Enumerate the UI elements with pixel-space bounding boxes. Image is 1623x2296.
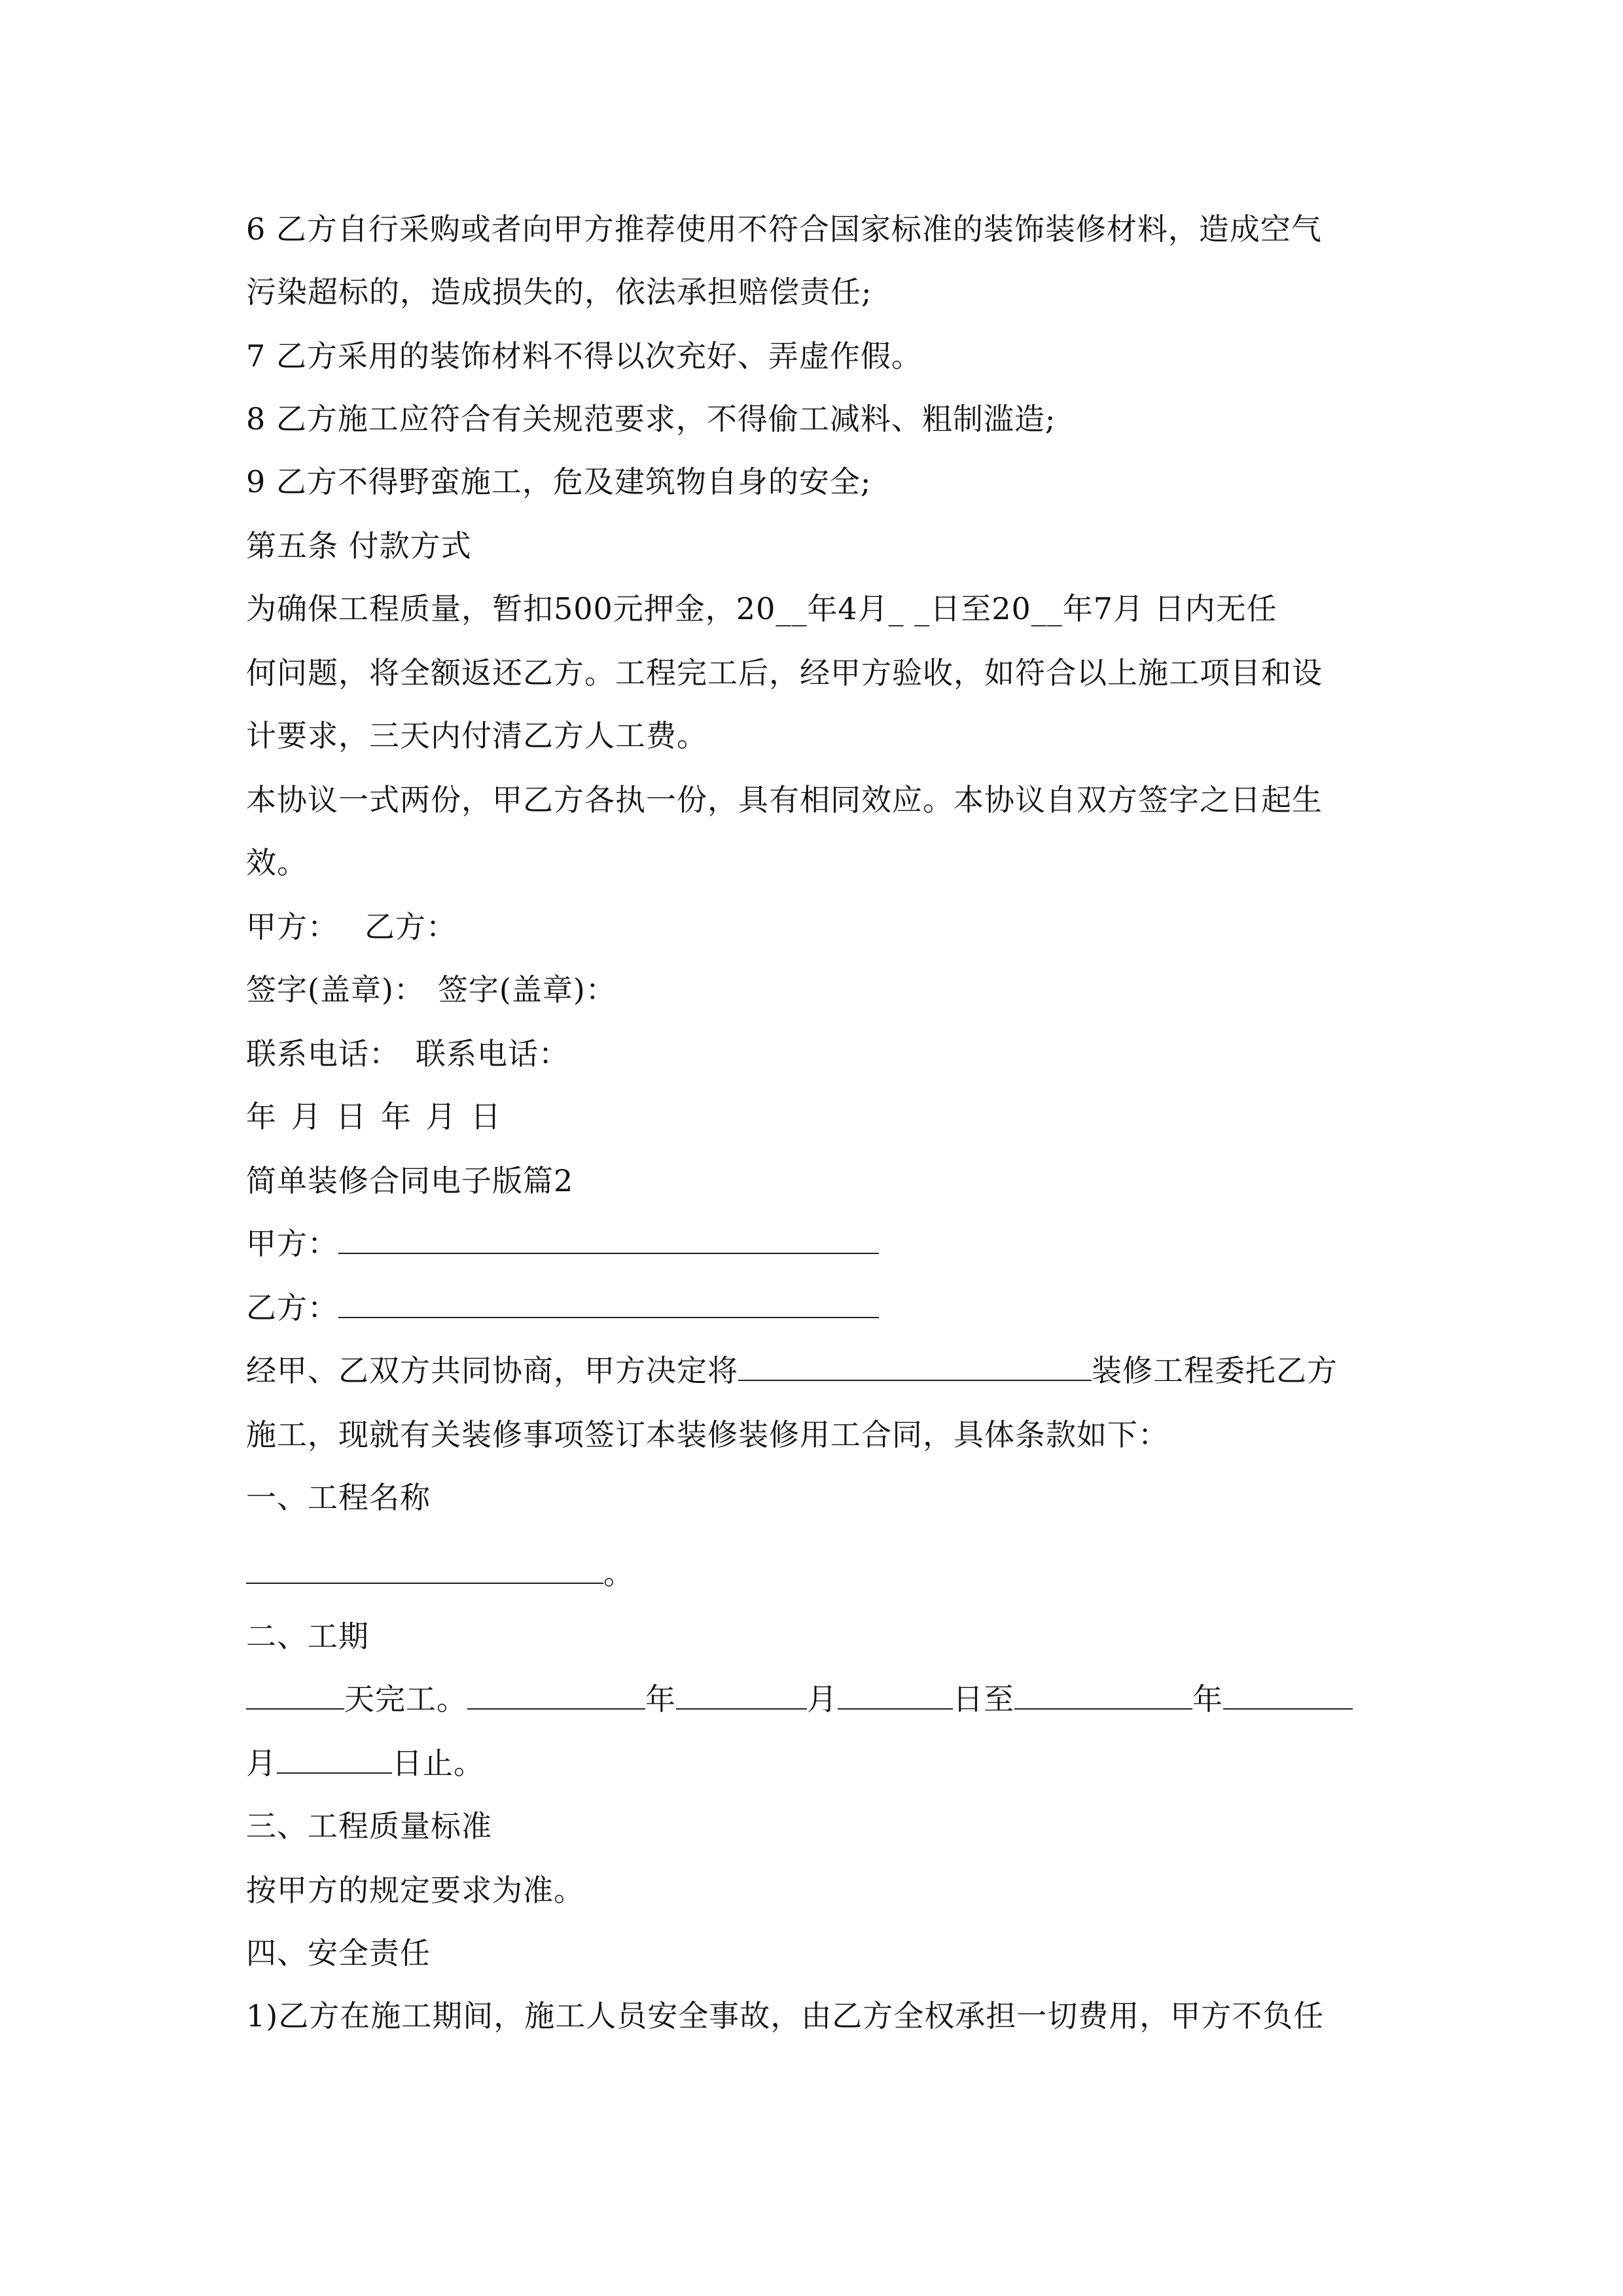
engineering-name-field[interactable]: [246, 1556, 603, 1584]
end-month-field[interactable]: [1223, 1682, 1353, 1710]
section-1-field-line: [246, 1554, 1385, 1593]
payment-para-line-3: 计要求，三天内付清乙方人工费。: [246, 718, 707, 753]
payment-para-line-1: 为确保工程质量，暂扣500元押金，20__年4月_ _日至20__年7月 日内无任: [246, 591, 1277, 626]
start-year-label: 年: [645, 1681, 676, 1717]
intro-line-2: 施工，现就有关装修事项签订本装修装修用工合同，具体条款如下：: [246, 1417, 1169, 1452]
start-month-field[interactable]: [676, 1682, 807, 1710]
sign-a-label: 签字(盖章)：: [246, 972, 425, 1007]
item-8: 8 乙方施工应符合有关规范要求，不得偷工减料、粗制滥造;: [246, 401, 1056, 437]
item-9: 9 乙方不得野蛮施工，危及建筑物自身的安全;: [246, 464, 872, 499]
intro-suffix: 装修工程委托乙方: [1092, 1353, 1338, 1388]
start-day-field[interactable]: [838, 1682, 953, 1710]
section-4-heading: 四、安全责任: [246, 1935, 431, 1971]
part-2-party-a-label: 甲方：: [246, 1226, 338, 1261]
intro-line-1: [246, 1351, 1385, 1390]
part-2-title: 简单装修合同电子版篇2: [246, 1163, 574, 1198]
article-5-heading: 第五条 付款方式: [246, 528, 472, 564]
agreement-para-line-1: 本协议一式两份，甲乙方各执一份，具有相同效应。本协议自双方签字之日起生: [246, 782, 1323, 817]
item-6-line-2: 污染超标的，造成损失的，依法承担赔偿责任;: [246, 274, 872, 310]
party-a-name-field[interactable]: [338, 1227, 879, 1254]
section-4-item-1: 1)乙方在施工期间，施工人员安全事故，由乙方全权承担一切费用，甲方不负任: [246, 1998, 1325, 2034]
intro-prefix: 经甲、乙双方共同协商，甲方决定将: [246, 1353, 738, 1388]
phone-b-label: 联系电话：: [416, 1036, 569, 1071]
signature-date-line: 年 月 日 年 月 日: [246, 1099, 502, 1134]
signature-sign-line: [246, 970, 1385, 1009]
part-2-party-a-line: [246, 1224, 1385, 1263]
sign-b-label: 签字(盖章)：: [437, 972, 616, 1007]
project-name-field[interactable]: [738, 1354, 1092, 1381]
party-a-label: 甲方：: [246, 909, 338, 944]
section-2-line-2: [246, 1744, 1385, 1783]
end-year-field[interactable]: [1014, 1682, 1192, 1710]
start-month-label: 月: [807, 1681, 838, 1717]
payment-para-line-2: 何问题，将全额返还乙方。工程完工后，经甲方验收，如符合以上施工项目和设: [246, 655, 1323, 691]
section-2-line-1: [246, 1679, 1385, 1719]
section-3-heading: 三、工程质量标准: [246, 1808, 492, 1844]
end-day-field[interactable]: [277, 1746, 392, 1774]
agreement-para-line-2: 效。: [246, 845, 308, 880]
section-3-text: 按甲方的规定要求为准。: [246, 1873, 584, 1908]
signature-parties-line: [246, 907, 1385, 946]
party-b-label: 乙方：: [365, 909, 457, 944]
item-6-line-1: 6 乙方自行采购或者向甲方推荐使用不符合国家标准的装饰装修材料，造成空气: [246, 211, 1322, 247]
section-1-period: 。: [603, 1556, 634, 1591]
end-month-label: 月: [246, 1746, 277, 1781]
part-2-party-b-line: [246, 1288, 1385, 1327]
part-2-party-b-label: 乙方：: [246, 1290, 338, 1325]
signature-phone-line: [246, 1034, 1385, 1073]
start-year-field[interactable]: [467, 1682, 645, 1710]
section-1-heading: 一、工程名称: [246, 1480, 431, 1515]
days-text: 天完工。: [344, 1681, 467, 1717]
item-7: 7 乙方采用的装饰材料不得以次充好、弄虚作假。: [246, 338, 922, 374]
phone-a-label: 联系电话：: [246, 1036, 400, 1071]
end-year-label: 年: [1192, 1681, 1223, 1717]
party-b-name-field[interactable]: [338, 1291, 879, 1318]
section-2-heading: 二、工期: [246, 1619, 369, 1654]
start-day-label: 日至: [953, 1681, 1014, 1717]
end-day-label: 日止。: [392, 1746, 484, 1781]
days-field[interactable]: [246, 1682, 344, 1710]
